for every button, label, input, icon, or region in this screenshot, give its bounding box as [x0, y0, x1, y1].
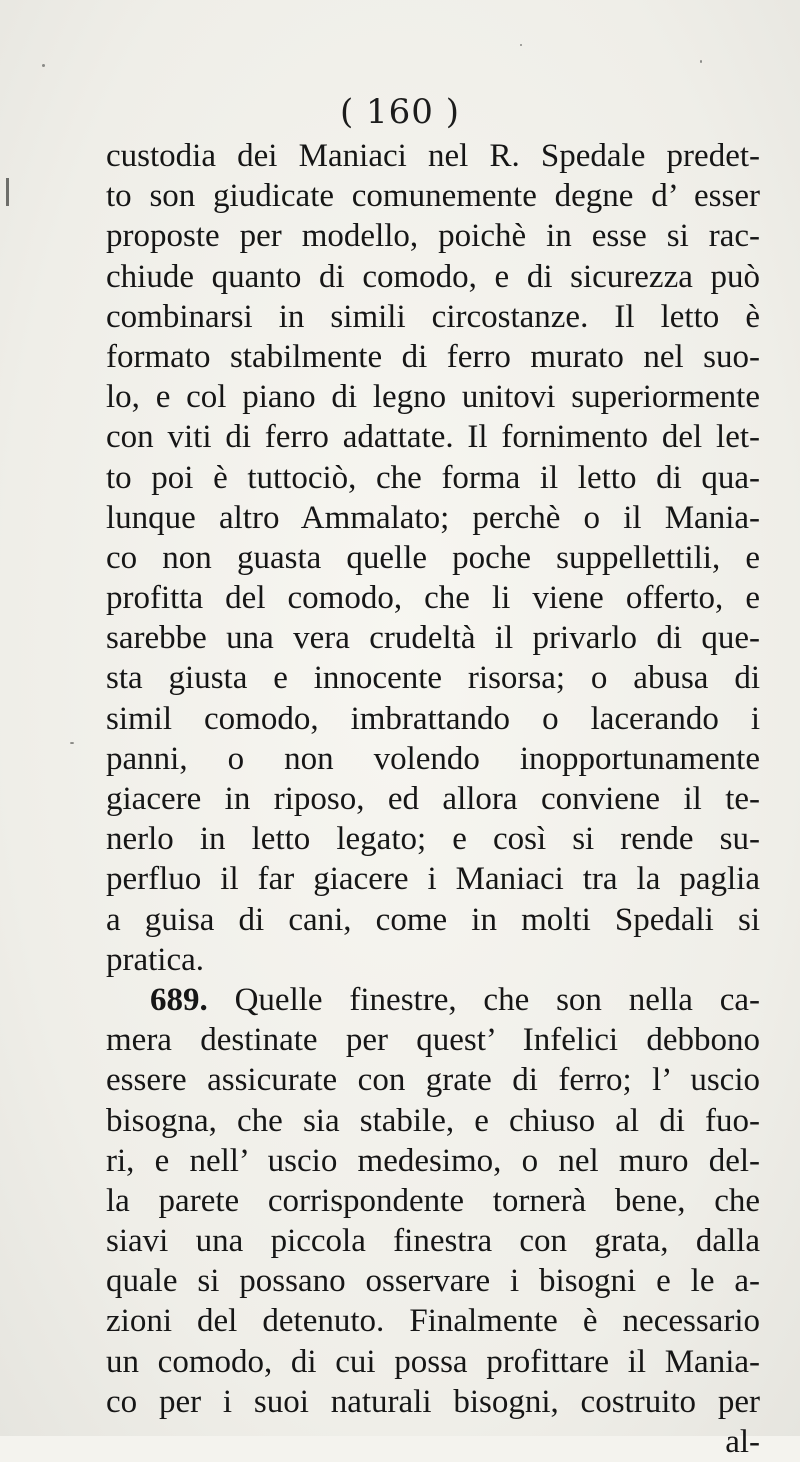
page-number: ( 160 ): [339, 92, 461, 132]
text-line: sta giusta e innocente risorsa; o abusa di: [106, 660, 760, 697]
text-line: co non guasta quelle poche suppellettili, e: [106, 539, 760, 576]
paragraph-first-text: Quelle finestre, che son nella ca-: [234, 981, 761, 1018]
text-line: giacere in riposo, ed allora conviene il te-: [106, 781, 760, 817]
text-line: mera destinate per quest’ Infelici debbono: [106, 1022, 760, 1059]
text-line: to son giudicate comunemente degne d’ esser: [106, 178, 760, 215]
text-line: un comodo, di cui possa profittare il Mania-: [106, 1343, 760, 1380]
text-line: co per i suoi naturali bisogni, costruito per: [106, 1383, 760, 1420]
text-line: chiude quanto di comodo, e di sicurezza può: [106, 258, 760, 295]
paper-speck: [42, 64, 45, 67]
text-line: profitta del comodo, che li viene offerto, e: [106, 580, 760, 617]
catchword: al-: [725, 1424, 760, 1460]
text-line: bisogna, che sia stabile, e chiuso al di fuo-: [106, 1102, 760, 1139]
text-line: panni, o non volendo inopportunamente: [106, 740, 760, 777]
paper-speck: [700, 60, 702, 63]
text-line: zioni del detenuto. Finalmente è necessario: [106, 1303, 760, 1340]
text-line: custodia dei Maniaci nel R. Spedale predet-: [106, 138, 760, 174]
text-line: simil comodo, imbrattando o lacerando i: [106, 700, 760, 737]
text-line: pratica.: [106, 941, 205, 978]
text-line: sarebbe una vera crudeltà il privarlo di que-: [106, 620, 760, 657]
text-line: proposte per modello, poichè in esse si rac-: [106, 218, 760, 255]
text-line: nerlo in letto legato; e così si rende su-: [106, 821, 760, 858]
text-line: a guisa di cani, come in molti Spedali si: [106, 901, 760, 938]
text-line: formato stabilmente di ferro murato nel suo-: [106, 338, 760, 375]
paragraph-number: 689.: [150, 981, 208, 1018]
paper-speck: [520, 44, 522, 46]
page-edge-mark: [6, 178, 9, 206]
text-line: lo, e col piano di legno unitovi superiormente: [106, 379, 760, 416]
text-line: la parete corrispondente tornerà bene, che: [106, 1182, 760, 1219]
text-line: combinarsi in simili circostanze. Il letto è: [106, 298, 760, 335]
text-block: [106, 136, 760, 1462]
paragraph-start-line: [106, 980, 760, 1020]
text-line: essere assicurate con grate di ferro; l’ uscio: [106, 1062, 760, 1099]
text-line: perfluo il far giacere i Maniaci tra la paglia: [106, 861, 760, 898]
text-line: siavi una piccola finestra con grata, dalla: [106, 1223, 760, 1260]
text-line: ri, e nell’ uscio medesimo, o nel muro del-: [106, 1142, 760, 1179]
text-line: quale si possano osservare i bisogni e le a-: [106, 1263, 760, 1300]
paper-speck: [70, 742, 74, 744]
text-line: lunque altro Ammalato; perchè o il Mania-: [106, 499, 760, 536]
text-line: to poi è tuttociò, che forma il letto di qua-: [106, 459, 760, 496]
text-line: con viti di ferro adattate. Il fornimento del let-: [106, 419, 760, 456]
